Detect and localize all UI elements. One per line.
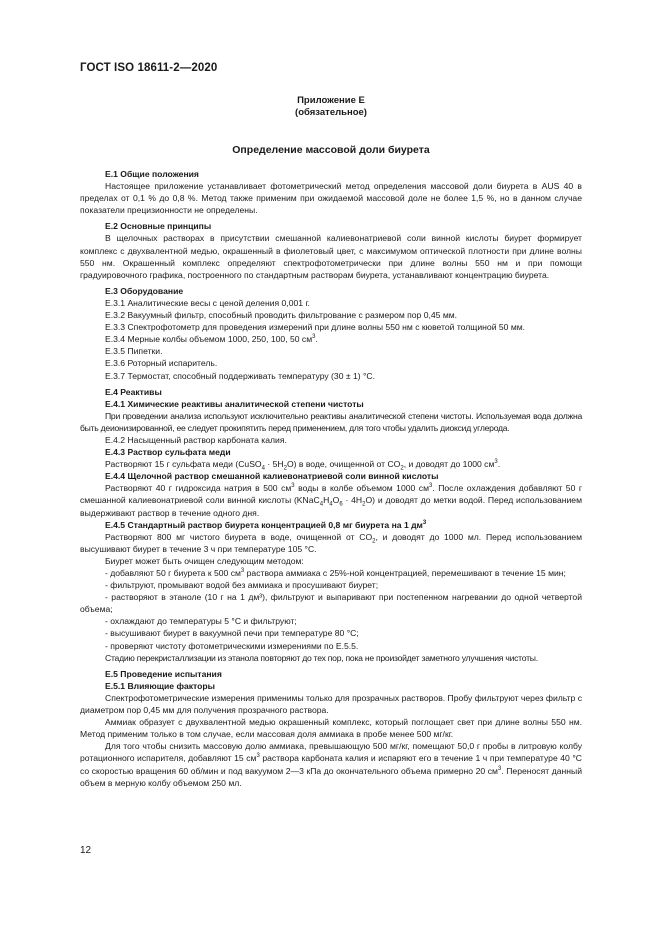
subsection-heading: Е.4.5 Стандартный раствор биурета концентрацией 0,8 мг биурета на 1 $дм^3$	[105, 519, 427, 530]
paragraph: Стадию перекристаллизации из этанола повторяют до тех пор, пока не произойдет заметного улучшения чистоты.	[105, 652, 538, 663]
equipment-item: Е.3.5 Пипетки.	[105, 346, 163, 357]
subsection-heading: Е.4.4 Щелочной раствор смешанной калиевонатриевой соли винной кислоты	[105, 471, 439, 482]
equipment-item: Е.3.3 Спектрофотометр для проведения измерений при длине волны 550 нм с кюветой толщиной 50 мм.	[105, 322, 526, 333]
subsection-heading: Е.4.1 Химические реактивы аналитической степени чистоты	[105, 398, 364, 409]
paragraph: Растворяют 15 г сульфата меди (CuSO$_4$ · $5H_2O$) в воде, очищенной от $CO_2$, и доводят до 1000 $см^3$.	[105, 459, 501, 472]
appendix-label: Приложение Е	[297, 95, 365, 106]
document-body	[80, 168, 582, 789]
reagent-item: Е.4.2 Насыщенный раствор карбоната калия.	[105, 434, 287, 445]
list-item: - высушивают биурет в вакуумной печи при температуре 80 °С;	[105, 628, 359, 639]
paragraph: В щелочных растворах в присутствии смешанной калиевонатриевой соли винной кислоты биурет формирует комплекс с двухвалентной медью, окрашенный в фиолетовый цвет, с максимумом оптической плотности при длине волны 550 нм. Окрашенный комплекс определяют спектрофотометрически при длине волны 550 нм и при помощи градуировочного графика, построенного по стандартным растворам биурета, устанавливают концентрацию биурета.	[80, 233, 582, 280]
subsection-heading: Е.5.1 Влияющие факторы	[105, 680, 215, 691]
appendix-status: (обязательное)	[295, 107, 367, 118]
paragraph: Растворяют 40 г гидроксида натрия в 500 $см^3$ воды в колбе объемом 1000 $см^3$. После охлаждения добавляют 50 г смешанной калиевонатриевой соли винной кислоты $(KNaC_4H_4O_6 \cdot 4H_2O)$ и доводят до метки водой. Перед использованием выдерживают раствор в течение одного дня.	[80, 483, 583, 518]
section-heading: Е.1 Общие положения	[105, 169, 199, 179]
list-item: - добавляют 50 г биурета к 500 $см^3$ раствора аммиака с 25%-ной концентрацией, перемешивают в течение 15 мин;	[105, 568, 566, 578]
paragraph: При проведении анализа используют исключительно реактивы аналитической степени чистоты. Используемая вода должна быть деионизированной, ее следует прокипятить перед применением, для того чтобы удалить диоксид углерода.	[80, 410, 582, 433]
paragraph: Спектрофотометрические измерения применимы только для прозрачных растворов. Пробу фильтруют через фильтр с диаметром пор 0,45 мм для получения прозрачного раствора.	[80, 692, 582, 716]
equipment-item: Е.3.2 Вакуумный фильтр, способный проводить фильтрование с размером пор 0,45 мм.	[105, 310, 458, 321]
paragraph: Настоящее приложение устанавливает фотометрический метод определения массовой доли биурета в AUS 40 в пределах от 0,1 % до 0,8 %. Метод также применим при ожидаемой массовой доле не более 1,5 %, но в данном случае показатели прецизионности не определены.	[80, 181, 582, 216]
section-heading: Е.5 Проведение испытания	[105, 668, 222, 679]
list-item: - фильтруют, промывают водой без аммиака и просушивают биурет;	[105, 580, 379, 591]
paragraph: Растворяют 800 мг чистого биурета в воде, очищенной от $CO_2$, и доводят до 1000 мл. Перед использованием высушивают биурет в течение 3 ч при температуре 105 °С.	[80, 531, 582, 554]
paragraph: Аммиак образует с двухвалентной медью окрашенный комплекс, который поглощает свет при длине волны 550 нм. Метод применим только в том случае, если массовая доля аммиака в пробе менее 500 мг/кг.	[80, 717, 582, 740]
standard-designation: ГОСТ ISO 18611-2—2020	[80, 62, 218, 74]
list-item: - охлаждают до температуры 5 °С и фильтруют;	[105, 616, 297, 627]
paragraph: Биурет может быть очищен следующим методом:	[105, 555, 304, 566]
equipment-item: Е.3.4 Мерные колбы объемом 1000, 250, 100, 50 $см^3$.	[105, 334, 318, 345]
section-heading: Е.2 Основные принципы	[105, 221, 212, 232]
list-item: - растворяют в этаноле (10 г на 1 дм³), фильтруют и выпаривают при постепенном нагревании до одной четвертой объема;	[80, 592, 582, 615]
appendix-title: Определение массовой доли биурета	[232, 144, 430, 156]
list-item: - проверяют чистоту фотометрическими измерениями по Е.5.5.	[105, 640, 359, 651]
equipment-item: Е.3.6 Роторный испаритель.	[105, 358, 218, 369]
section-heading: Е.3 Оборудование	[105, 285, 184, 296]
equipment-item: Е.3.7 Термостат, способный поддерживать температуру (30 ± 1) °С.	[105, 370, 376, 381]
section-heading: Е.4 Реактивы	[105, 386, 162, 397]
subsection-heading: Е.4.3 Раствор сульфата меди	[105, 447, 231, 458]
page-number: 12	[80, 845, 92, 856]
paragraph: Для того чтобы снизить массовую долю аммиака, превышающую 500 мг/кг, помещают 50,0 г пробы в литровую колбу ротационного испарителя, добавляют 15 $см^3$ раствора карбоната калия и испаряют его в течение 1 ч при температуре 40 °С со скоростью вращения 60 об/мин и под вакуумом 2—3 кПа до окончательного объема примерно 20 $см^3$. Переносят данный объем в мерную колбу объемом 250 мл.	[80, 741, 583, 788]
equipment-item: Е.3.1 Аналитические весы с ценой деления 0,001 г.	[105, 297, 310, 308]
